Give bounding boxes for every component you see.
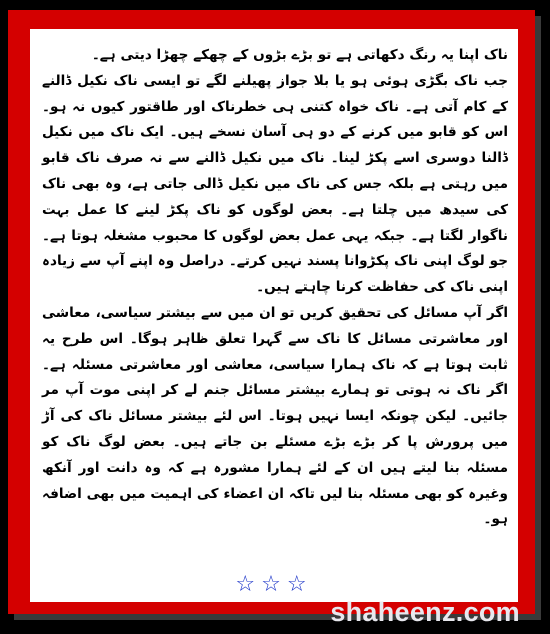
article-paragraph: ناک اپنا یہ رنگ دکھاتی ہے تو بڑے بڑوں کے چھکے چھڑا دیتی ہے۔	[91, 47, 508, 63]
star-divider: ☆☆☆	[235, 572, 313, 597]
article-paragraph: جب ناک بگڑی ہوئی ہو یا بلا جواز پھیلنے لگے تو ایسی ناک نکیل ڈالنے کے کام آتی ہے۔ ناک خواہ کتنی ہی خطرناک اور طاقتور کیوں نہ ہو۔ اس کو قابو میں کرنے کے دو ہی آسان نسخے ہیں۔ ایک ناک میں نکیل ڈالنا دوسری اسے پکڑ لینا۔ ناک میں نکیل ڈالنے سے نہ صرف ناک قابو میں رہتی ہے بلکہ جس کی ناک میں نکیل ڈالی جاتی ہے، وہ بھی ناک کی سیدھ میں چلتا ہے۔ بعض لوگوں کو ناک پکڑ لینے کا عمل بہت ناگوار لگتا ہے۔ جبکہ یہی عمل بعض لوگوں کا محبوب مشغلہ ہوتا ہے۔ جو لوگ اپنی ناک پکڑوانا پسند نہیں کرتے۔ دراصل وہ اپنے آپ سے زیادہ اپنی ناک کی حفاظت کرنا چاہتے ہیں۔	[42, 72, 508, 296]
article-text	[42, 43, 508, 533]
article-paragraph: اگر آپ مسائل کی تحقیق کریں تو ان میں سے بیشتر سیاسی، معاشی اور معاشرتی مسائل کا ناک سے گہرا تعلق ظاہر ہوگا۔ اس طرح یہ ثابت ہوتا ہے کہ ناک ہمارا سیاسی، معاشی اور معاشرتی مسئلہ ہے۔ اگر ناک نہ ہوتی تو ہمارے بیشتر مسائل جنم لے کر اپنی موت آپ مر جائیں۔ لیکن چونکہ ایسا نہیں ہوتا۔ اس لئے بیشتر مسائل ناک کی آڑ میں پرورش پا کر بڑے بڑے مسئلے بن جاتے ہیں۔ بعض لوگ ناک کو مسئلہ بنا لیتے ہیں ان کے لئے ہمارا مشورہ ہے کہ وہ دانت اور آنکھ وغیرہ کو بھی مسئلہ بنا لیں تاکہ ان اعضاء کی اہمیت میں بھی اضافہ ہو۔	[42, 304, 508, 528]
article-page	[30, 29, 518, 602]
site-watermark: shaheenz.com	[330, 597, 520, 627]
page-frame	[8, 10, 535, 614]
